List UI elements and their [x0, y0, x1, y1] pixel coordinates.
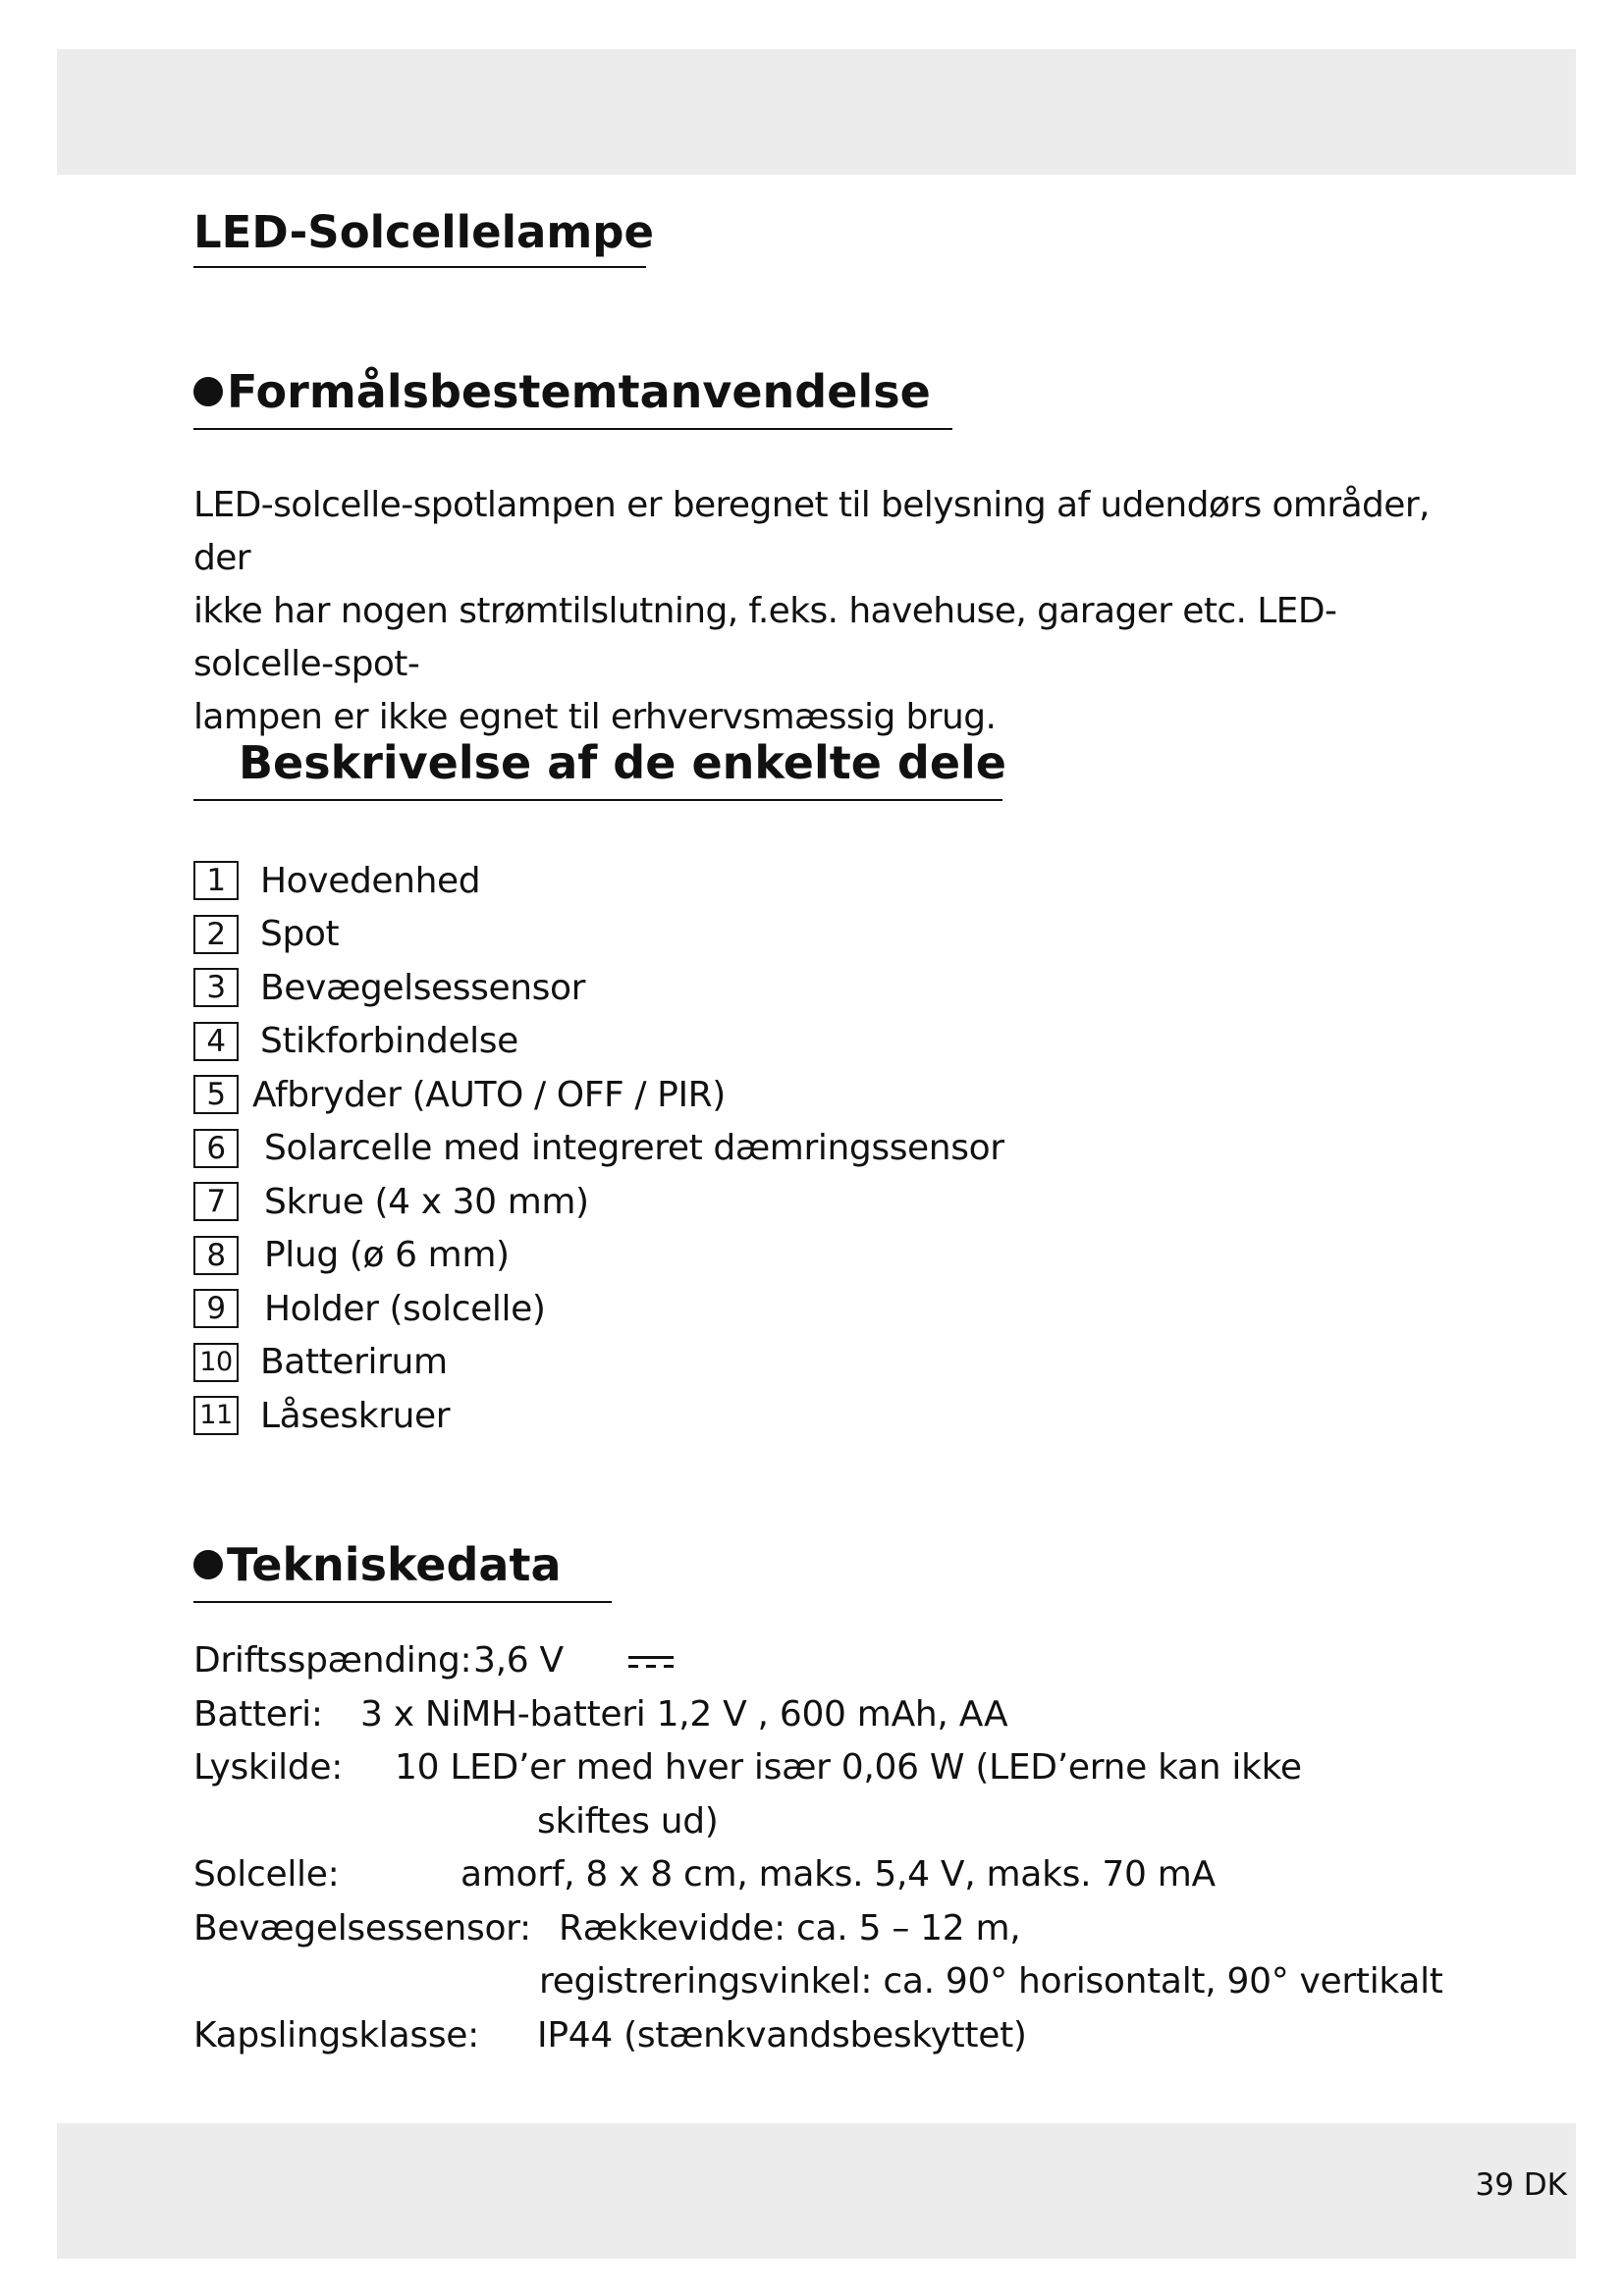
spec-value: amorf, 8 x 8 cm, maks. 5,4 V, maks. 70 mA	[460, 1854, 1216, 1895]
part-number-box: 11	[193, 1396, 239, 1435]
part-label: Stikforbindelse	[260, 1021, 518, 1062]
part-number-box: 10	[193, 1343, 239, 1382]
list-item	[193, 1068, 1004, 1122]
footer-band	[57, 2123, 1576, 2259]
part-label: Spot	[260, 914, 340, 955]
paragraph-line: lampen er ikke egnet til erhvervsmæssig brug.	[193, 697, 997, 737]
spec-value: skiftes ud)	[537, 1800, 719, 1842]
spec-label: Kapslingsklasse:	[193, 2014, 479, 2056]
part-number-box: 5	[193, 1075, 239, 1114]
bullet-icon	[193, 377, 223, 406]
page-title: LED-Solcellelampe	[193, 206, 646, 268]
part-number-box: 9	[193, 1289, 239, 1328]
spec-value: IP44 (stænkvandsbeskyttet)	[537, 2014, 1027, 2056]
part-number-box: 6	[193, 1129, 239, 1168]
part-number-box: 3	[193, 968, 239, 1007]
bullet-icon	[193, 1550, 223, 1579]
spec-label: Solcelle:	[193, 1854, 340, 1895]
spec-label: Bevægelsessensor:	[193, 1907, 531, 1949]
part-label: Hovedenhed	[260, 860, 481, 901]
part-label: Batterirum	[260, 1342, 448, 1383]
paragraph-line: ikke har nogen strømtilslutning, f.eks. havehuse, garager etc. LED-solcelle-spot-	[193, 591, 1337, 684]
purpose-paragraph	[193, 479, 1470, 744]
list-item	[193, 1336, 1004, 1390]
spec-value: 3 x NiMH-batteri 1,2 V , 600 mAh, AA	[360, 1693, 1008, 1735]
spec-value: 10 LED’er med hver især 0,06 W (LED’erne kan ikke	[395, 1747, 1302, 1788]
part-number-box: 8	[193, 1236, 239, 1275]
part-label: Plug (ø 6 mm)	[264, 1235, 510, 1276]
spec-label: Driftsspænding:	[193, 1640, 472, 1681]
page-number: 39 DK	[1475, 2167, 1567, 2203]
spec-value: 3,6 V	[473, 1640, 564, 1681]
list-item	[193, 1229, 1004, 1283]
spec-label: Lyskilde:	[193, 1747, 344, 1788]
list-item	[193, 1282, 1004, 1336]
part-number-box: 4	[193, 1022, 239, 1061]
part-number-box: 7	[193, 1182, 239, 1221]
part-number-box: 1	[193, 861, 239, 900]
spec-label: Batteri:	[193, 1693, 323, 1735]
spec-value: Rækkevidde: ca. 5 – 12 m,	[559, 1907, 1021, 1949]
part-number-box: 2	[193, 915, 239, 954]
heading-tech	[193, 1538, 612, 1603]
list-item	[193, 908, 1004, 962]
parts-list	[193, 854, 1004, 1443]
list-item	[193, 1175, 1004, 1229]
list-item	[193, 1122, 1004, 1176]
part-label: Låseskruer	[260, 1395, 451, 1436]
heading-tech-text: Tekniskedata	[227, 1538, 562, 1591]
list-item	[193, 1015, 1004, 1069]
spec-value: registreringsvinkel: ca. 90° horisontalt, 90° vertikalt	[539, 1961, 1443, 2002]
list-item	[193, 854, 1004, 908]
part-label: Solarcelle med integreret dæmringssensor	[264, 1128, 1004, 1169]
list-item	[193, 961, 1004, 1015]
part-label: Afbryder (AUTO / OFF / PIR)	[252, 1074, 726, 1115]
part-label: Holder (solcelle)	[264, 1288, 546, 1329]
heading-purpose	[193, 365, 952, 430]
heading-purpose-text: Formålsbestemtanvendelse	[227, 365, 931, 418]
dc-symbol-icon	[628, 1656, 674, 1670]
heading-parts-text: Beskrivelse af de enkelte dele	[239, 736, 1006, 789]
list-item	[193, 1389, 1004, 1443]
part-label: Skrue (4 x 30 mm)	[264, 1181, 589, 1222]
header-band	[57, 49, 1576, 175]
part-label: Bevægelsessensor	[260, 967, 586, 1008]
heading-parts	[193, 736, 1006, 801]
paragraph-line: LED-solcelle-spotlampen er beregnet til belysning af udendørs områder, der	[193, 485, 1430, 578]
